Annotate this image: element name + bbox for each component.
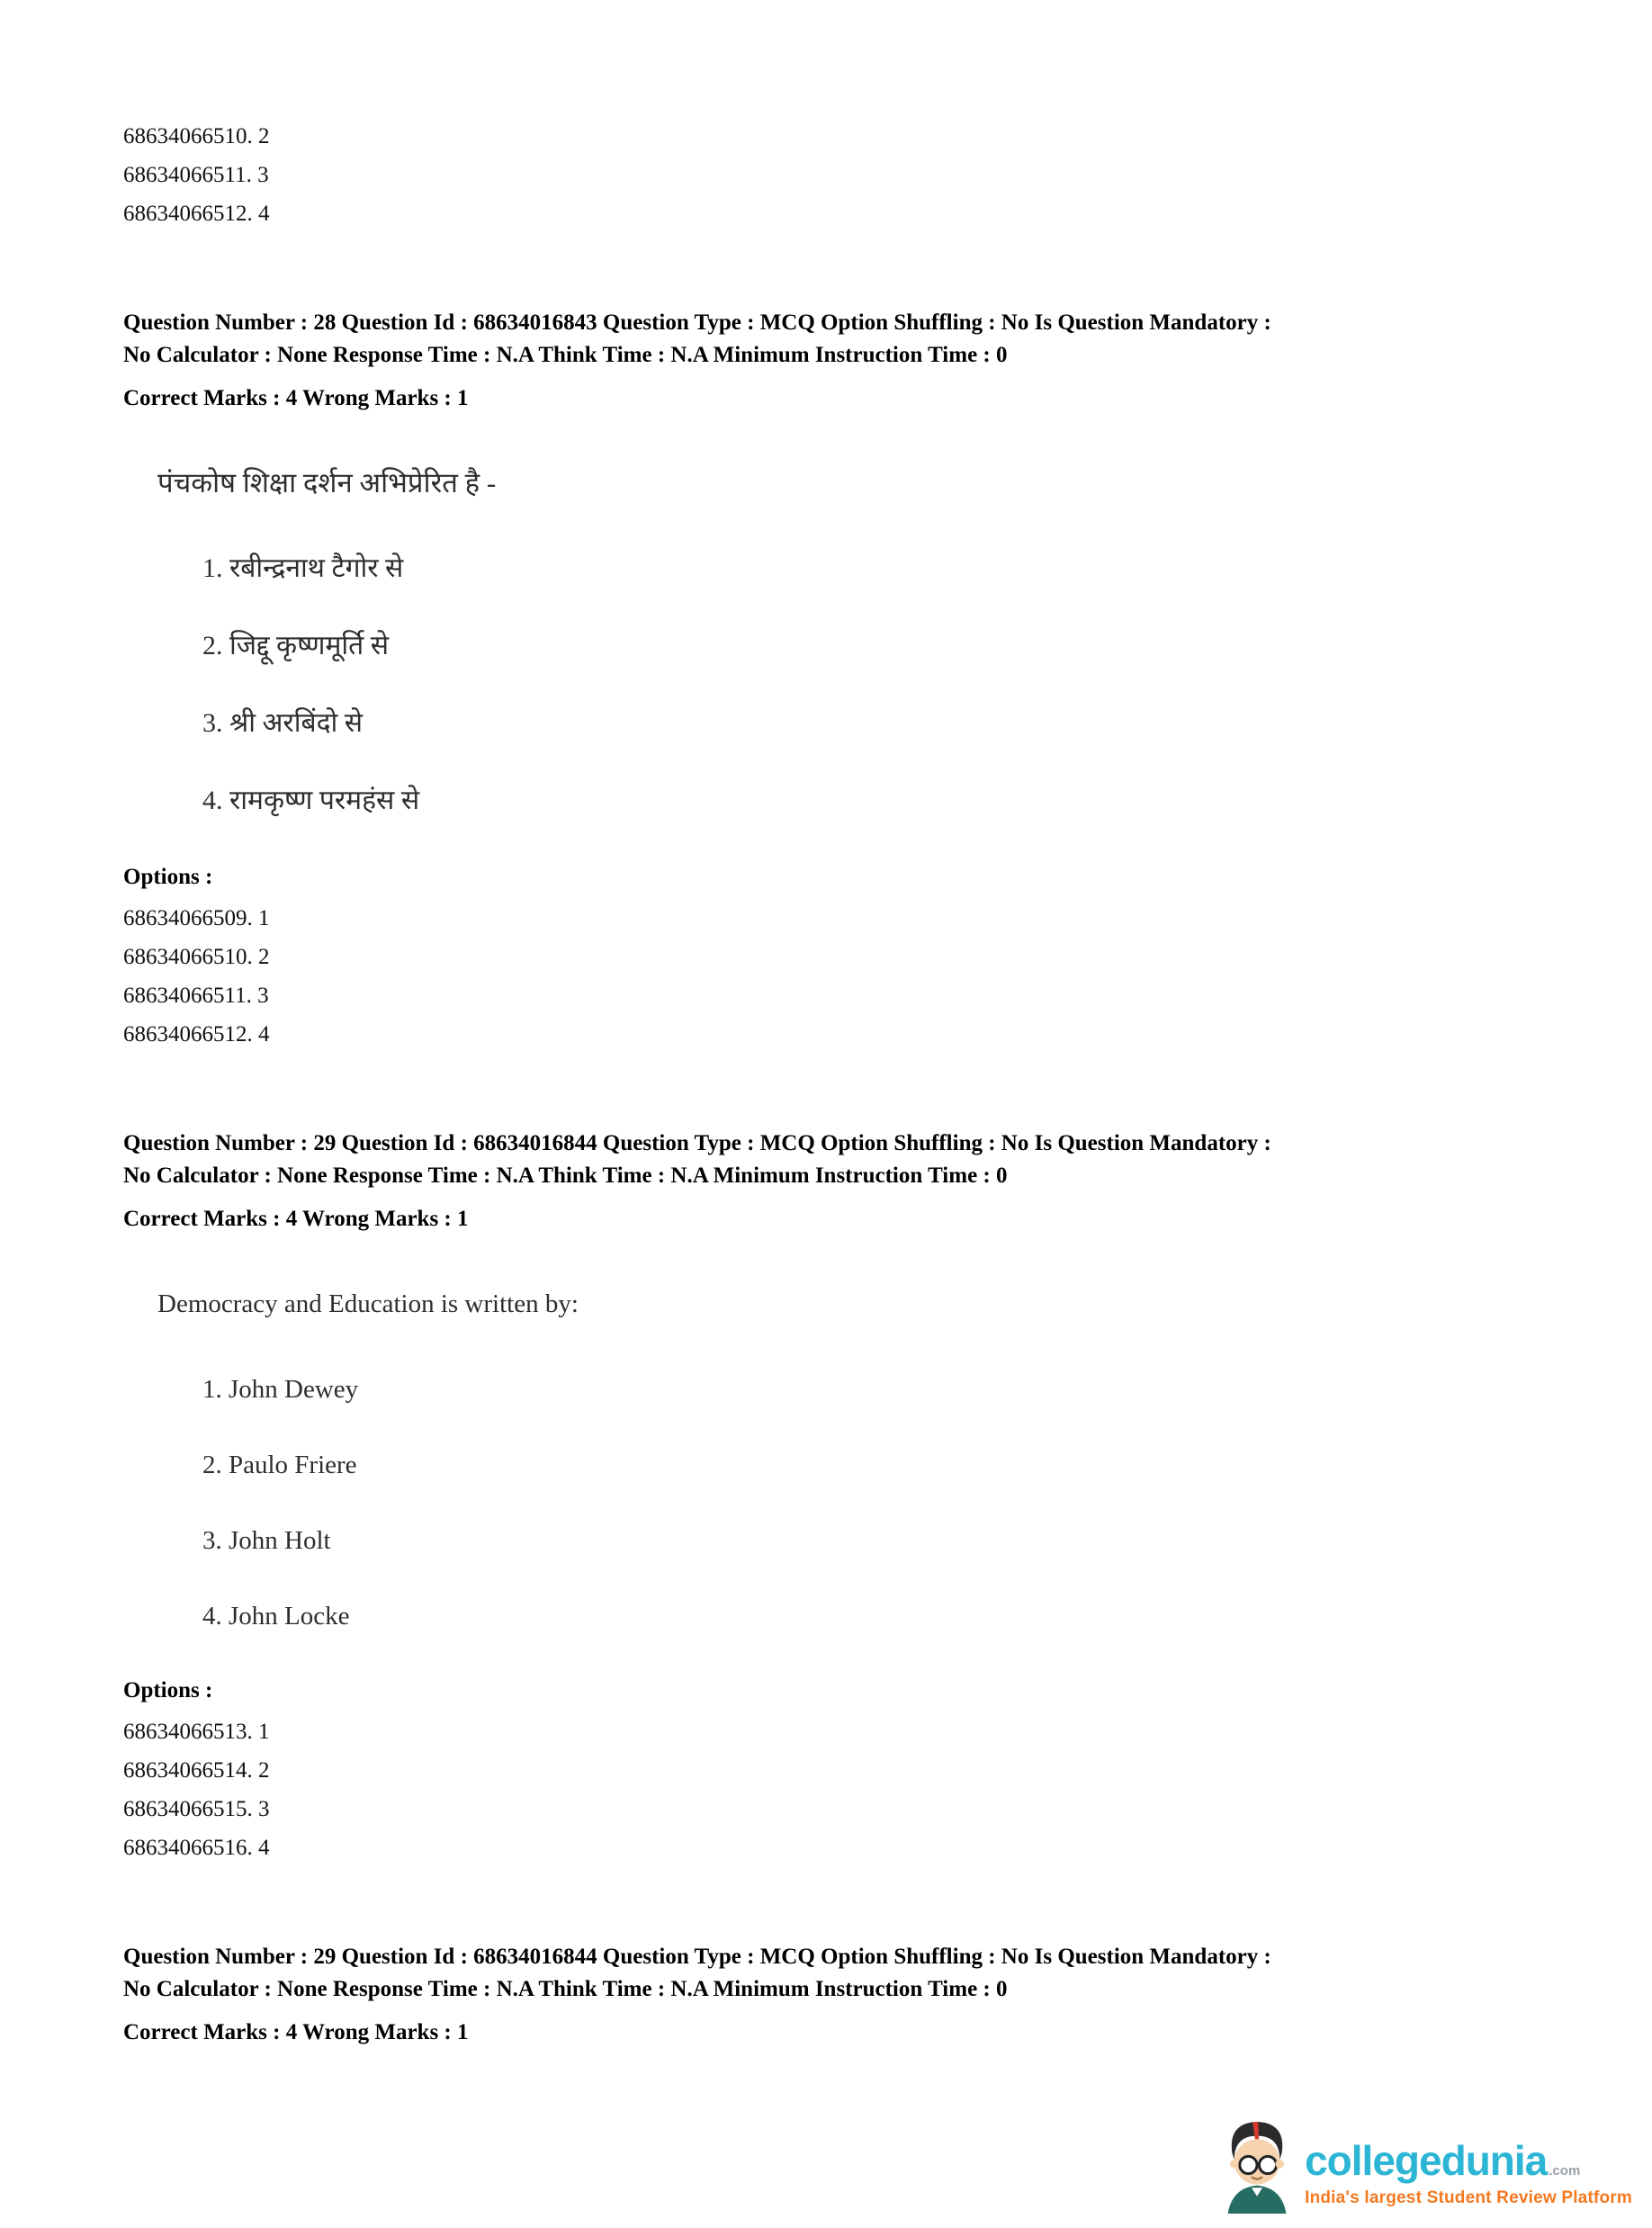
- option-id: 68634066510. 2: [123, 945, 270, 969]
- question-29-section: [123, 1127, 1571, 1867]
- option-id: 68634066512. 4: [123, 1022, 270, 1047]
- carryover-option-id-list: [123, 117, 1571, 233]
- brand-wordmark: collegedunia: [1305, 2137, 1548, 2184]
- option-id: 68634066514. 2: [123, 1758, 270, 1783]
- question-29-body: [157, 1286, 1571, 1633]
- logo-text: [1305, 2137, 1632, 2214]
- collegedunia-mascot-icon: [1218, 2116, 1296, 2214]
- collegedunia-logo: [1218, 2116, 1632, 2214]
- choice-2: 2. जिद्दू कृष्णमूर्ति से: [202, 631, 390, 660]
- option-id: 68634066512. 4: [123, 202, 270, 226]
- question-meta-line-1: Question Number : 29 Question Id : 68634016844 Question Type : MCQ Option Shuffling : No Is Question Mandatory :: [123, 1945, 1271, 1969]
- question-stem: पंचकोष शिक्षा दर्शन अभिप्रेरित है -: [157, 467, 497, 499]
- option-id: 68634066511. 3: [123, 984, 269, 1008]
- marks-line: Correct Marks : 4 Wrong Marks : 1: [123, 386, 469, 410]
- marks-line: Correct Marks : 4 Wrong Marks : 1: [123, 2020, 469, 2044]
- question-28-section: [123, 307, 1571, 1054]
- option-id: 68634066516. 4: [123, 1836, 270, 1860]
- option-id-list: [123, 1712, 1571, 1867]
- option-id: 68634066509. 1: [123, 906, 270, 930]
- options-label: Options :: [123, 865, 213, 889]
- option-id: 68634066515. 3: [123, 1797, 270, 1821]
- choice-3: 3. John Holt: [202, 1526, 331, 1555]
- question-28-body: [157, 465, 1571, 818]
- option-id: 68634066510. 2: [123, 124, 270, 148]
- question-meta-line-1: Question Number : 29 Question Id : 68634016844 Question Type : MCQ Option Shuffling : No Is Question Mandatory :: [123, 1131, 1271, 1155]
- choice-4: 4. John Locke: [202, 1602, 350, 1631]
- options-label: Options :: [123, 1678, 213, 1702]
- choice-2: 2. Paulo Friere: [202, 1451, 357, 1479]
- choice-1: 1. रबीन्द्रनाथ टैगोर से: [202, 553, 404, 583]
- question-meta-line-2: No Calculator : None Response Time : N.A Think Time : N.A Minimum Instruction Time : 0: [123, 343, 1008, 367]
- question-29-repeat-section: [123, 1941, 1571, 2049]
- option-id-list: [123, 899, 1571, 1054]
- question-stem: Democracy and Education is written by:: [157, 1289, 579, 1318]
- question-meta-line-1: Question Number : 28 Question Id : 68634016843 Question Type : MCQ Option Shuffling : No Is Question Mandatory :: [123, 310, 1271, 335]
- choice-3: 3. श्री अरबिंदो से: [202, 708, 364, 738]
- choice-1: 1. John Dewey: [202, 1375, 359, 1404]
- question-meta-line-2: No Calculator : None Response Time : N.A Think Time : N.A Minimum Instruction Time : 0: [123, 1977, 1008, 2001]
- brand-tagline: India's largest Student Review Platform: [1305, 2188, 1632, 2207]
- question-meta-line-2: No Calculator : None Response Time : N.A Think Time : N.A Minimum Instruction Time : 0: [123, 1163, 1008, 1188]
- choice-4: 4. रामकृष्ण परमहंस से: [202, 786, 420, 815]
- option-id: 68634066513. 1: [123, 1720, 270, 1744]
- option-id: 68634066511. 3: [123, 163, 269, 187]
- marks-line: Correct Marks : 4 Wrong Marks : 1: [123, 1207, 469, 1231]
- brand-tld: .com: [1549, 2163, 1581, 2179]
